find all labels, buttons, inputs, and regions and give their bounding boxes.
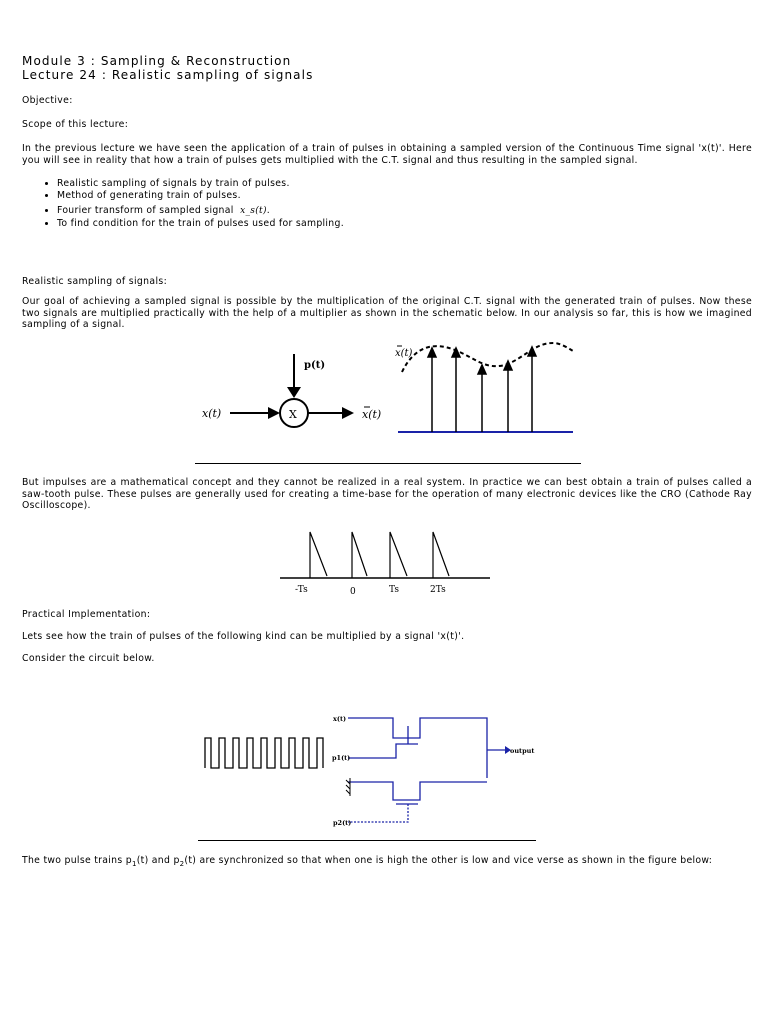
objectives-list bbox=[22, 178, 344, 229]
multiplier-sampling-figure bbox=[190, 340, 590, 468]
output-signal-label: x(t) bbox=[362, 408, 382, 421]
pulse-multiplier-circuit-figure bbox=[200, 708, 560, 838]
output-label: output bbox=[510, 747, 535, 755]
scope-label: Scope of this lecture: bbox=[22, 119, 129, 130]
tick-label: 2Ts bbox=[430, 585, 446, 595]
list-item: • Realistic sampling of signals by train of pulses. bbox=[57, 178, 344, 190]
impulse-arrows bbox=[428, 347, 536, 432]
section-heading-realistic: Realistic sampling of signals: bbox=[22, 276, 168, 287]
multiplier-symbol: X bbox=[289, 408, 297, 421]
list-item: • To find condition for the train of pulses used for sampling. bbox=[57, 218, 344, 230]
pulse-train-label: p(t) bbox=[304, 360, 326, 371]
module-title: Module 3 : Sampling & Reconstruction bbox=[22, 54, 292, 68]
tick-label: -Ts bbox=[295, 585, 308, 595]
circuit-wires bbox=[348, 718, 505, 822]
consider-text: Consider the circuit below. bbox=[22, 653, 155, 664]
lets-see-text: Lets see how the train of pulses of the following kind can be multiplied by a signal 'x(t)'. bbox=[22, 631, 465, 642]
sawtooth-pulse-figure bbox=[280, 524, 500, 596]
divider bbox=[195, 463, 581, 464]
p2-label: p2(t) bbox=[333, 819, 352, 827]
objective-label: Objective: bbox=[22, 95, 73, 106]
square-wave bbox=[205, 738, 323, 768]
section-heading-practical: Practical Implementation: bbox=[22, 609, 151, 620]
lecture-title: Lecture 24 : Realistic sampling of signals bbox=[22, 68, 314, 82]
ground-symbol bbox=[346, 778, 350, 796]
x-input-label: x(t) bbox=[333, 715, 347, 723]
list-item: • Method of generating train of pulses. bbox=[57, 190, 344, 202]
impulse-paragraph: But impulses are a mathematical concept and they cannot be realized in a real system. In practice we can best obtain a train of pulses called a saw-tooth pulse. These pulses are generally used for creating a time-base for the operation of many electronic devices like the CRO (Cathode Ray Oscilloscope). bbox=[22, 477, 752, 511]
sawtooth-pulses bbox=[310, 532, 449, 578]
p1-label: p1(t) bbox=[332, 754, 351, 762]
lecture-header bbox=[22, 54, 313, 82]
sampled-signal-symbol: x_s(t) bbox=[240, 206, 267, 216]
divider bbox=[198, 840, 536, 841]
tick-label: 0 bbox=[350, 587, 356, 596]
input-signal-label: x(t) bbox=[202, 407, 222, 420]
synchronization-paragraph: The two pulse trains $p_1(t)$ and $p_2(t)$ are synchronized so that when one is high the other is low and vice verse as shown in the figure below: bbox=[22, 855, 713, 868]
tick-label: Ts bbox=[389, 585, 399, 595]
goal-paragraph: Our goal of achieving a sampled signal is possible by the multiplication of the original C.T. signal with the generated train of pulses. Now these two signals are multiplied practically with the help of a multiplier as shown in the schematic below. In our analysis so far, this is how we imagined sampling of a signal. bbox=[22, 296, 752, 330]
curve-label: x(t) bbox=[395, 348, 413, 359]
list-item: • Fourier transform of sampled signal x_s(t). bbox=[57, 205, 344, 218]
intro-paragraph: In the previous lecture we have seen the application of a train of pulses in obtaining a sampled version of the Continuous Time signal 'x(t)'. Here you will see in reality that how a train of pulses gets multiplied with the C.T. signal and thus resulting in the sampled signal. bbox=[22, 143, 752, 166]
